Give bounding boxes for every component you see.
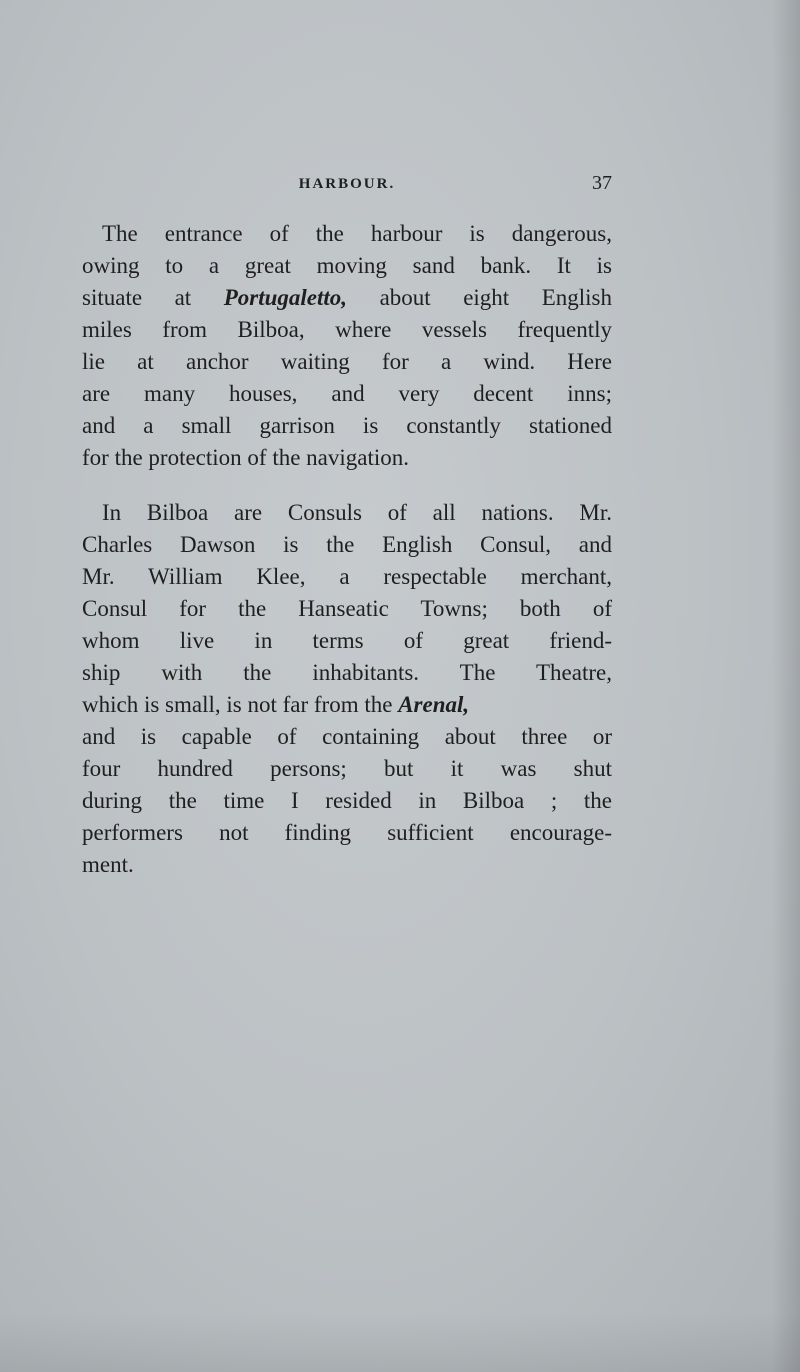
- text-line: four hundred persons; but it was shut: [82, 756, 612, 781]
- text-line: are many houses, and very decent inns;: [82, 381, 612, 406]
- text-line: during the time I resided in Bilboa ; the: [82, 788, 612, 813]
- page-edge-shadow: [772, 0, 800, 1372]
- text-run: about eight English: [347, 285, 613, 310]
- body-text: [82, 218, 612, 881]
- paragraph-2: [82, 497, 612, 881]
- text-line: Mr. William Klee, a respectable merchant,: [82, 564, 612, 589]
- text-line: ship with the inhabitants. The Theatre,: [82, 660, 612, 685]
- text-line: whom live in terms of great friend-: [82, 628, 612, 653]
- running-head: [82, 172, 612, 196]
- text-run: situate at: [82, 285, 224, 310]
- text-line: In Bilboa are Consuls of all nations. Mr.: [102, 500, 612, 525]
- text-line: for the protection of the navigation.: [82, 445, 410, 470]
- text-line: performers not finding sufficient encourage-: [82, 820, 612, 845]
- text-line: lie at anchor waiting for a wind. Here: [82, 349, 612, 374]
- text-line: and a small garrison is constantly stationed: [82, 413, 612, 438]
- text-line: miles from Bilboa, where vessels frequently: [82, 317, 612, 342]
- page-number: 37: [592, 172, 612, 194]
- text-run: which is small, is not far from the: [82, 692, 399, 717]
- page-bottom-shadow: [0, 1312, 800, 1372]
- running-head-title: HARBOUR.: [298, 176, 396, 192]
- italic-place-name: Portugaletto,: [223, 285, 348, 310]
- text-line: The entrance of the harbour is dangerous,: [102, 221, 612, 246]
- text-line: owing to a great moving sand bank. It is: [82, 253, 612, 278]
- italic-place-name: Arenal,: [398, 692, 470, 717]
- paragraph-gap: [82, 474, 612, 497]
- text-line: and is capable of containing about three or: [82, 724, 612, 749]
- text-line: [82, 282, 612, 314]
- text-line: Charles Dawson is the English Consul, and: [82, 532, 612, 557]
- text-line: ment.: [82, 852, 134, 877]
- text-line: Consul for the Hanseatic Towns; both of: [82, 596, 612, 621]
- paragraph-1: [82, 218, 612, 474]
- text-line: [82, 689, 612, 721]
